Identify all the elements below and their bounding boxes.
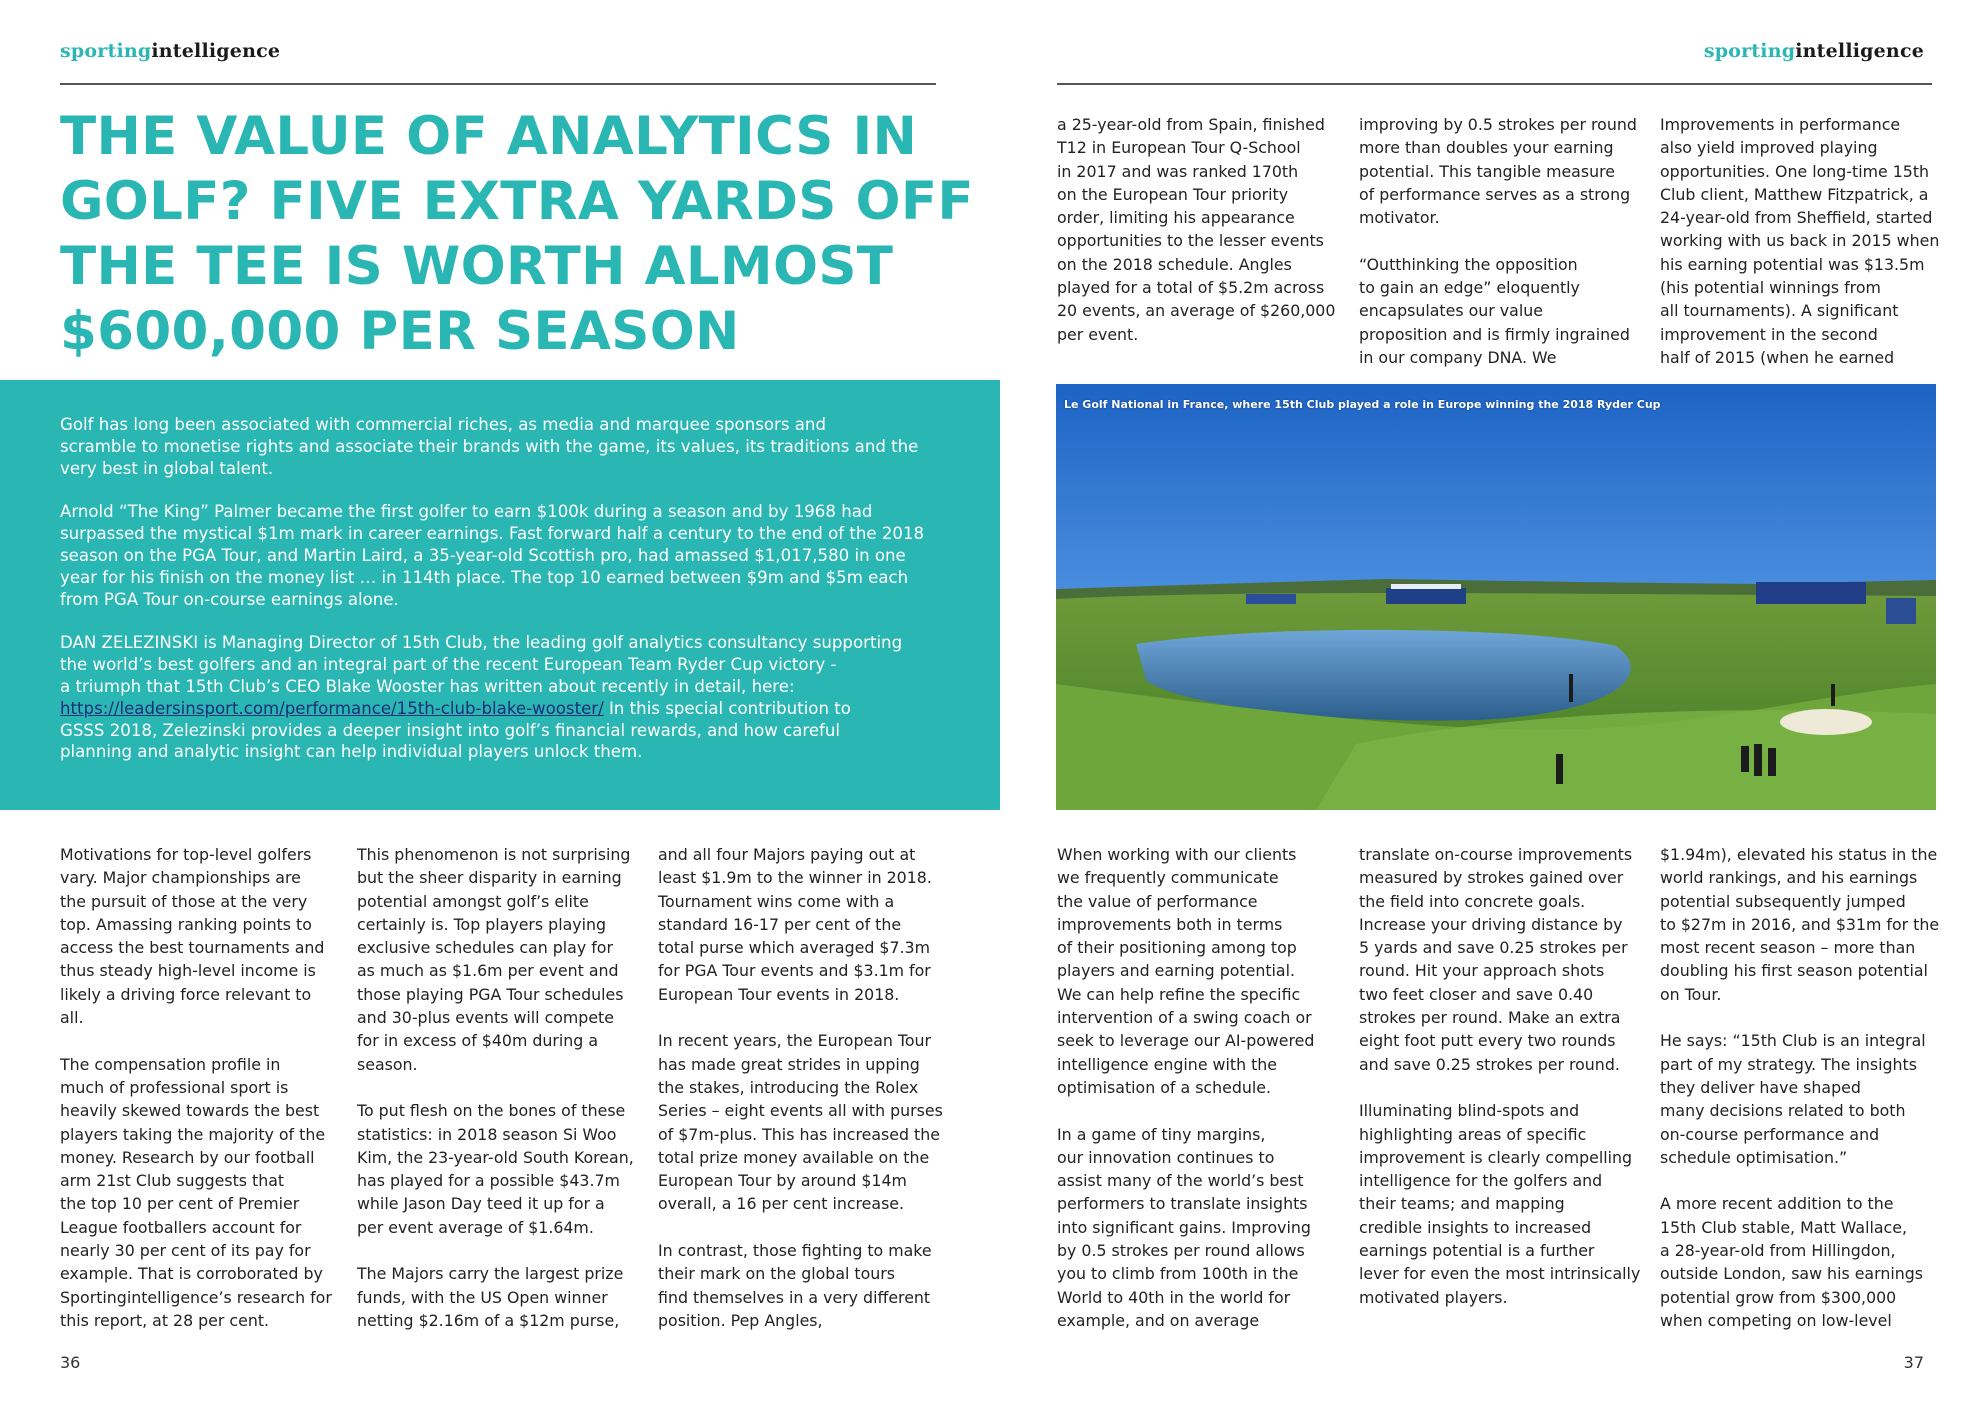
text-line: heavily skewed towards the best (60, 1101, 320, 1121)
headline-line: $600,000 PER SEASON (60, 301, 740, 362)
text-line: measured by strokes gained over (1359, 868, 1624, 888)
text-line: seek to leverage our AI-powered (1057, 1031, 1315, 1051)
text-line: doubling his first season potential (1660, 961, 1928, 981)
text-line: (his potential winnings from (1660, 278, 1881, 298)
intro-paragraph-1 (60, 414, 940, 479)
page-number-left: 36 (60, 1353, 81, 1372)
text-line: in 2017 and was ranked 170th (1057, 161, 1299, 181)
text-line: more than doubles your earning (1359, 138, 1614, 158)
body-paragraph (1660, 113, 1950, 369)
text-line: In a game of tiny margins, (1057, 1124, 1266, 1144)
text-line: potential subsequently jumped (1660, 891, 1906, 911)
body-paragraph (1359, 1099, 1654, 1309)
text-line: when competing on low-level (1660, 1310, 1892, 1330)
text-line: players taking the majority of the (60, 1124, 326, 1144)
text-line: the field into concrete goals. (1359, 891, 1586, 911)
text-line: played for a total of $5.2m across (1057, 278, 1325, 298)
text-line: Illuminating blind-spots and (1359, 1101, 1580, 1121)
header-rule-left (60, 83, 936, 85)
body-paragraph (658, 1029, 948, 1215)
body-paragraph (1057, 113, 1347, 346)
text-line: least $1.9m to the winner in 2018. (658, 868, 932, 888)
text-line: Improvements in performance (1660, 115, 1901, 134)
text-line: assist many of the world’s best (1057, 1171, 1304, 1191)
text-line: He says: “15th Club is an integral (1660, 1031, 1926, 1051)
text-line: World to 40th in the world for (1057, 1287, 1291, 1307)
text-line: statistics: in 2018 season Si Woo (357, 1124, 617, 1144)
body-paragraph (357, 843, 642, 1076)
body-paragraph (658, 843, 948, 1006)
text-line: round. Hit your approach shots (1359, 961, 1605, 981)
text-line: their teams; and mapping (1359, 1194, 1565, 1214)
text-line: 20 events, an average of $260,000 (1057, 301, 1336, 321)
text-line: To put flesh on the bones of these (357, 1101, 626, 1121)
body-column-2 (357, 843, 642, 1356)
text-line: surpassed the mystical $1m mark in career earnings. Fast forward half a century to the end of the 2018 (60, 524, 925, 544)
text-line: Tournament wins come with a (658, 891, 895, 911)
text-line: for in excess of $40m during a (357, 1031, 599, 1051)
text-line: and all four Majors paying out at (658, 845, 916, 864)
text-line: improvements both in terms (1057, 914, 1283, 934)
text-line: the pursuit of those at the very (60, 891, 308, 911)
text-line: Kim, the 23-year-old South Korean, (357, 1147, 634, 1167)
page-number-right: 37 (1903, 1353, 1924, 1372)
text-line: DAN ZELEZINSKI is Managing Director of 15th Club, the leading golf analytics consultancy supporting (60, 633, 903, 653)
brand-part-sporting: sporting (1703, 40, 1796, 62)
text-line: access the best tournaments and (60, 938, 325, 958)
text-line: arm 21st Club suggests that (60, 1171, 285, 1191)
text-line: 15th Club stable, Matt Wallace, (1660, 1217, 1907, 1237)
text-line: total purse which averaged $7.3m (658, 938, 930, 958)
text-line: T12 in European Tour Q-School (1057, 138, 1301, 158)
text-line: a 25-year-old from Spain, finished (1057, 115, 1325, 134)
text-line: to gain an edge” eloquently (1359, 278, 1580, 298)
text-line: Sportingintelligence’s research for (60, 1287, 332, 1307)
text-line: example, and on average (1057, 1310, 1260, 1330)
text-line: opportunities to the lesser events (1057, 231, 1324, 251)
intro-paragraph-3 (60, 632, 940, 763)
text-line: Series – eight events all with purses (658, 1101, 943, 1121)
text-line: season. (357, 1054, 418, 1074)
text-line: “Outthinking the opposition (1359, 254, 1578, 274)
text-line: 24-year-old from Sheffield, started (1660, 208, 1933, 228)
text-line: also yield improved playing (1660, 138, 1878, 158)
text-line: earnings potential is a further (1359, 1241, 1595, 1261)
text-line: from PGA Tour on-course earnings alone. (60, 589, 399, 609)
text-line: credible insights to increased (1359, 1217, 1592, 1237)
body-paragraph (1057, 1123, 1347, 1333)
text-line: much of professional sport is (60, 1077, 289, 1097)
text-line: they deliver have shaped (1660, 1077, 1861, 1097)
text-line: lever for even the most intrinsically (1359, 1264, 1641, 1284)
text-line: two feet closer and save 0.40 (1359, 984, 1594, 1004)
text-line: on the European Tour priority (1057, 184, 1289, 204)
text-line: netting $2.16m of a $12m purse, (357, 1310, 620, 1330)
text-line: improvement in the second (1660, 324, 1878, 344)
text-line: has played for a possible $43.7m (357, 1171, 620, 1191)
text-line: the top 10 per cent of Premier (60, 1194, 300, 1214)
body-paragraph (357, 1262, 642, 1332)
text-line: the stakes, introducing the Rolex (658, 1077, 919, 1097)
text-line: players and earning potential. (1057, 961, 1296, 981)
text-line: encapsulates our value (1359, 301, 1543, 321)
body-paragraph (1359, 113, 1649, 229)
text-line: on Tour. (1660, 984, 1722, 1004)
text-line: all. (60, 1008, 84, 1028)
text-line: of their positioning among top (1057, 938, 1297, 958)
header-rule-right (1057, 83, 1932, 85)
text-line: intervention of a swing coach or (1057, 1008, 1312, 1028)
text-line: In contrast, those fighting to make (658, 1241, 932, 1261)
text-line: per event average of $1.64m. (357, 1217, 594, 1237)
text-line: strokes per round. Make an extra (1359, 1008, 1621, 1028)
text-line: of $7m-plus. This has increased the (658, 1124, 940, 1144)
text-line: overall, a 16 per cent increase. (658, 1194, 905, 1214)
body-paragraph (1359, 843, 1654, 1076)
brand-logo-left (60, 40, 280, 62)
text-line: we frequently communicate (1057, 868, 1279, 888)
text-line: When working with our clients (1057, 845, 1297, 864)
text-line: A more recent addition to the (1660, 1194, 1894, 1214)
text-line: into significant gains. Improving (1057, 1217, 1311, 1237)
body-paragraph (658, 1239, 948, 1332)
text-line: Motivations for top-level golfers (60, 845, 312, 864)
text-line: intelligence for the golfers and (1359, 1171, 1603, 1191)
text-line: outside London, saw his earnings (1660, 1264, 1923, 1284)
text-line: position. Pep Angles, (658, 1310, 823, 1330)
text-line: all tournaments). A significant (1660, 301, 1899, 321)
text-line: In recent years, the European Tour (658, 1031, 932, 1051)
body-column-3 (658, 843, 948, 1356)
body-paragraph (1660, 1029, 1950, 1169)
headline-line: THE VALUE OF ANALYTICS IN (60, 106, 918, 167)
text-line: year for his finish on the money list … in 114th place. The top 10 earned between $9m and $5m each (60, 567, 909, 587)
text-line: a triumph that 15th Club’s CEO Blake Wooster has written about recently in detail, here: (60, 676, 795, 696)
text-line: nearly 30 per cent of its pay for (60, 1241, 311, 1261)
text-line: eight foot putt every two rounds (1359, 1031, 1616, 1051)
text-line: in our company DNA. We (1359, 347, 1557, 367)
body-column-1 (60, 843, 340, 1356)
headline-line: GOLF? FIVE EXTRA YARDS OFF (60, 171, 974, 232)
top-column-1 (1057, 113, 1347, 369)
text-line: while Jason Day teed it up for a (357, 1194, 605, 1214)
text-line: motivated players. (1359, 1287, 1508, 1307)
text-line: those playing PGA Tour schedules (357, 984, 624, 1004)
text-line: but the sheer disparity in earning (357, 868, 622, 888)
text-line: for PGA Tour events and $3.1m for (658, 961, 931, 981)
text-line: improving by 0.5 strokes per round (1359, 115, 1637, 134)
text-line: most recent season – more than (1660, 938, 1916, 958)
text-line: per event. (1057, 324, 1139, 344)
text-line: example. That is corroborated by (60, 1264, 323, 1284)
top-column-2 (1359, 113, 1649, 393)
text-line: the value of performance (1057, 891, 1258, 911)
text-line: season on the PGA Tour, and Martin Laird, a 35-year-old Scottish pro, had amassed $1,017,580 in one (60, 545, 906, 565)
text-line: funds, with the US Open winner (357, 1287, 608, 1307)
text-line: opportunities. One long-time 15th (1660, 161, 1930, 181)
text-line: translate on-course improvements (1359, 845, 1633, 864)
intro-standfirst (0, 380, 1000, 810)
top-column-3 (1660, 113, 1950, 393)
text-line: standard 16-17 per cent of the (658, 914, 902, 934)
text-line: The Majors carry the largest prize (357, 1264, 624, 1284)
text-line: motivator. (1359, 208, 1440, 228)
text-line: of performance serves as a strong (1359, 184, 1631, 204)
text-line: proposition and is firmly ingrained (1359, 324, 1630, 344)
text-line: performers to translate insights (1057, 1194, 1308, 1214)
text-line: and 30-plus events will compete (357, 1008, 614, 1028)
text-line: top. Amassing ranking points to (60, 914, 312, 934)
brand-part-intelligence: intelligence (1795, 40, 1924, 62)
text-line: planning and analytic insight can help individual players unlock them. (60, 742, 643, 762)
body-column-6 (1660, 843, 1950, 1356)
body-column-5 (1359, 843, 1654, 1332)
text-line: this report, at 28 per cent. (60, 1310, 270, 1330)
golf-course-illustration (1056, 384, 1936, 810)
text-line: money. Research by our football (60, 1147, 315, 1167)
text-line: on-course performance and (1660, 1124, 1880, 1144)
text-line: potential grow from $300,000 (1660, 1287, 1897, 1307)
text-line: Club client, Matthew Fitzpatrick, a (1660, 184, 1929, 204)
text-line: by 0.5 strokes per round allows (1057, 1241, 1305, 1261)
text-line: part of my strategy. The insights (1660, 1054, 1917, 1074)
text-line: exclusive schedules can play for (357, 938, 613, 958)
brand-part-sporting: sporting (60, 40, 152, 62)
text-line: improvement is clearly compelling (1359, 1147, 1633, 1167)
text-line: The compensation profile in (60, 1054, 281, 1074)
text-line: This phenomenon is not surprising (357, 845, 631, 864)
text-line: scramble to monetise rights and associate their brands with the game, its values, its traditions and the (60, 436, 919, 456)
text-line: thus steady high-level income is (60, 961, 316, 981)
intro-paragraph-2 (60, 501, 940, 610)
text-line: you to climb from 100th in the (1057, 1264, 1299, 1284)
brand-part-intelligence: intelligence (151, 40, 281, 62)
text-line: as much as $1.6m per event and (357, 961, 619, 981)
text-line: Golf has long been associated with commercial riches, as media and marquee sponsors and (60, 415, 826, 434)
text-line: Increase your driving distance by (1359, 914, 1623, 934)
text-line: half of 2015 (when he earned (1660, 347, 1895, 367)
text-line: the world’s best golfers and an integral part of the recent European Team Ryder Cup victory - (60, 655, 837, 675)
text-line: European Tour events in 2018. (658, 984, 900, 1004)
body-paragraph (1057, 843, 1347, 1099)
text-line: likely a driving force relevant to (60, 984, 312, 1004)
text-line: 5 yards and save 0.25 strokes per (1359, 938, 1628, 958)
text-line: find themselves in a very different (658, 1287, 931, 1307)
link-trailing-text: In this special contribution to (603, 698, 851, 718)
text-line: We can help refine the specific (1057, 984, 1301, 1004)
body-column-4 (1057, 843, 1347, 1356)
text-line: his earning potential was $13.5m (1660, 254, 1925, 274)
text-line: Arnold “The King” Palmer became the first golfer to earn $100k during a season and by 1968 had (60, 502, 873, 522)
text-line: on the 2018 schedule. Angles (1057, 254, 1292, 274)
text-line: highlighting areas of specific (1359, 1124, 1587, 1144)
text-line: total prize money available on the (658, 1147, 930, 1167)
text-line: League footballers account for (60, 1217, 302, 1237)
body-paragraph (1359, 253, 1649, 369)
text-line: order, limiting his appearance (1057, 208, 1295, 228)
text-line: intelligence engine with the (1057, 1054, 1278, 1074)
text-line: schedule optimisation.” (1660, 1147, 1848, 1167)
text-line: world rankings, and his earnings (1660, 868, 1918, 888)
body-paragraph (60, 1053, 340, 1333)
article-headline (60, 104, 974, 364)
text-line: optimisation of a schedule. (1057, 1077, 1272, 1097)
text-line: and save 0.25 strokes per round. (1359, 1054, 1620, 1074)
text-line: $1.94m), elevated his status in the (1660, 845, 1938, 864)
golf-course-photo (1056, 384, 1936, 810)
text-line: vary. Major championships are (60, 868, 301, 888)
text-line: our innovation continues to (1057, 1147, 1275, 1167)
text-line: European Tour by around $14m (658, 1171, 907, 1191)
text-line: potential amongst golf’s elite (357, 891, 589, 911)
body-paragraph (357, 1099, 642, 1239)
body-paragraph (60, 843, 340, 1029)
text-line: very best in global talent. (60, 458, 274, 478)
text-line (60, 698, 940, 720)
body-paragraph (1660, 1192, 1950, 1332)
text-line: their mark on the global tours (658, 1264, 895, 1284)
text-line: working with us back in 2015 when (1660, 231, 1940, 251)
headline-line: THE TEE IS WORTH ALMOST (60, 236, 894, 297)
brand-logo-right (1704, 40, 1924, 62)
text-line: potential. This tangible measure (1359, 161, 1615, 181)
text-line: many decisions related to both (1660, 1101, 1906, 1121)
text-line: to $27m in 2016, and $31m for the (1660, 914, 1940, 934)
text-line: a 28-year-old from Hillingdon, (1660, 1241, 1896, 1261)
text-line: has made great strides in upping (658, 1054, 920, 1074)
text-line: GSSS 2018, Zelezinski provides a deeper insight into golf’s financial rewards, and how careful (60, 720, 841, 740)
text-line: certainly is. Top players playing (357, 914, 607, 934)
photo-caption: Le Golf National in France, where 15th Club played a role in Europe winning the 2018 Ryder Cup (1064, 398, 1661, 411)
body-paragraph (1660, 843, 1950, 1006)
article-link[interactable]: https://leadersinsport.com/performance/15th-club-blake-wooster/ (60, 698, 604, 718)
